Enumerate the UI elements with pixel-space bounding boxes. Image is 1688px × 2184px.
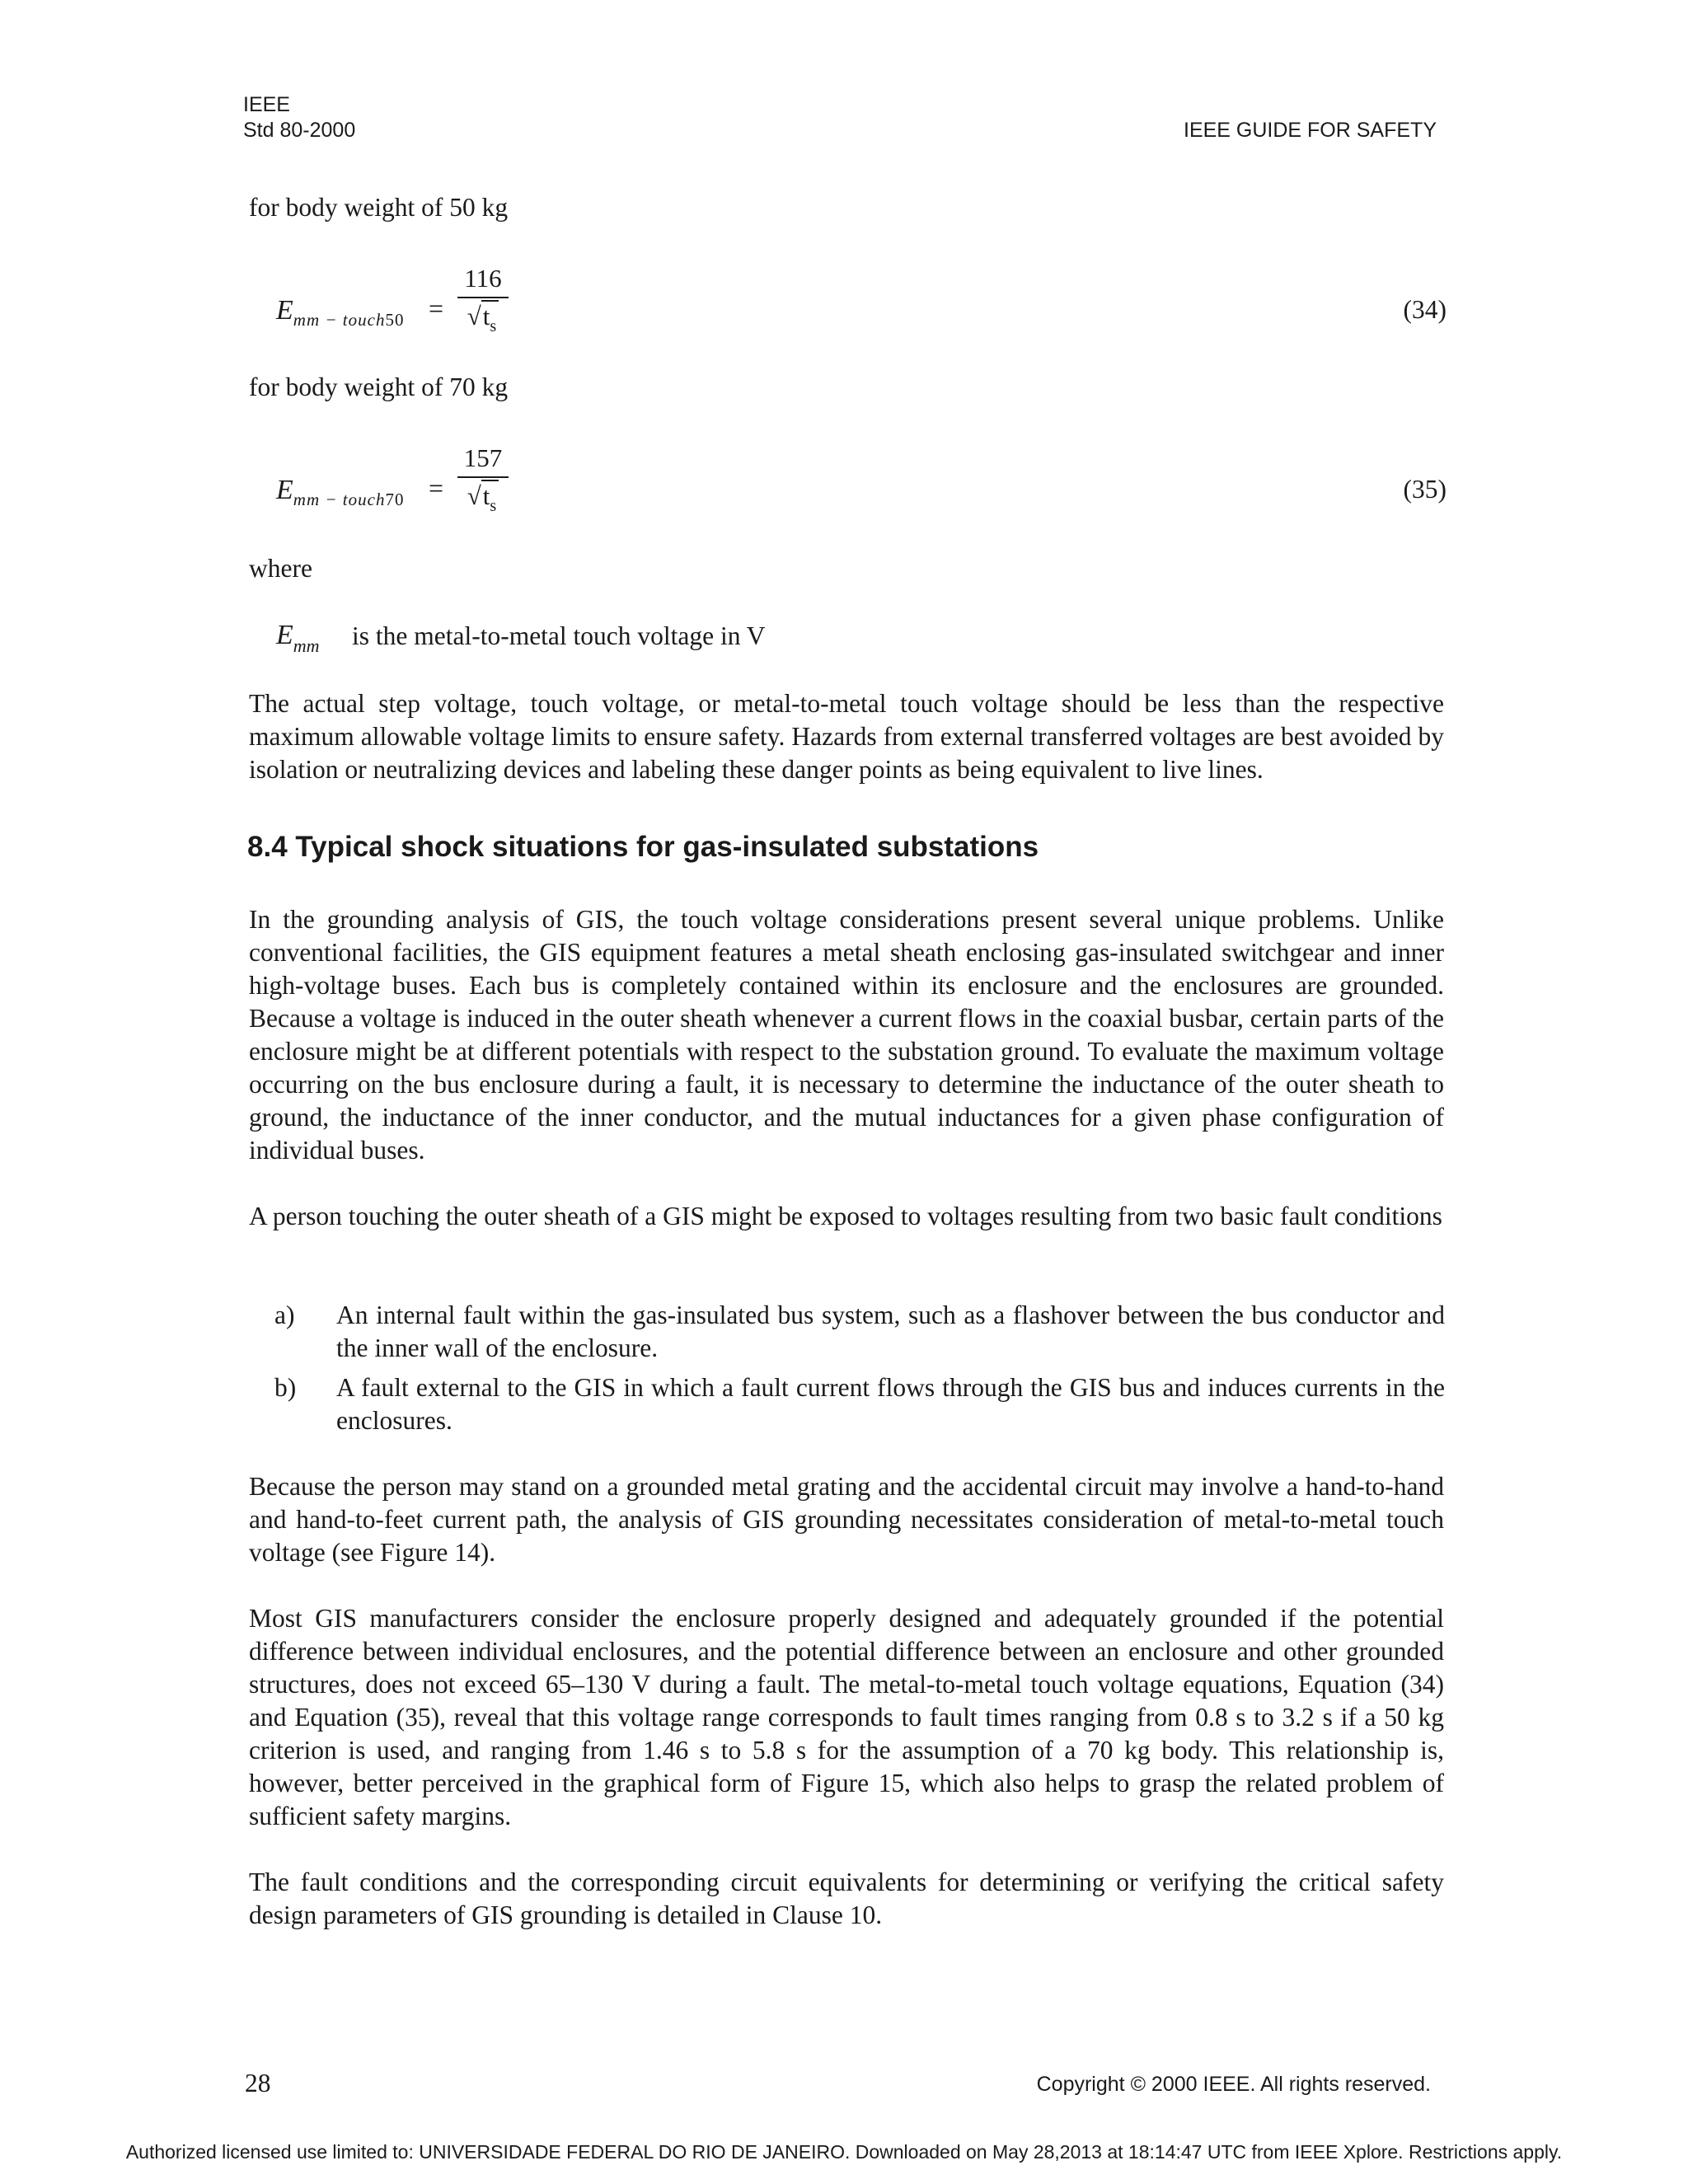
eq34-lhs: [276, 295, 405, 330]
running-header-left: [243, 92, 355, 143]
eq34-numerator: 116: [464, 264, 502, 293]
eq35-den-sub: s: [490, 497, 497, 515]
eq34-den-sub: s: [490, 317, 497, 335]
paragraph-gis-analysis: In the grounding analysis of GIS, the touch voltage considerations present several unique problems. Unlike conventional facilities, the GIS equipment features a metal sheath enclosing gas-insulated switchgear and inner high-voltage buses. Each bus is completely contained within its enclosure and the enclosures are grounded. Because a voltage is induced in the outer sheath whenever a current flows in the coaxial busbar, certain parts of the enclosure might be at different potentials with respect to the substation ground. To evaluate the maximum voltage occurring on the bus enclosure during a fault, it is necessary to determine the inductance of the outer sheath to ground, the inductance of the inner conductor, and the mutual inductances for a given phase configuration of individual buses.: [249, 905, 1444, 1165]
paragraph-manufacturers: Most GIS manufacturers consider the enclosure properly designed and adequately grounded if the potential difference between individual enclosures, and the potential difference between an enclosure and other grounded structures, does not exceed 65–130 V during a fault. The metal-to-metal touch voltage equations, Equation (34) and Equation (35), reveal that this voltage range corresponds to fault times ranging from 0.8 s to 3.2 s if a 50 kg criterion is used, and ranging from 1.46 s to 5.8 s for the assumption of a 70 kg body. This relationship is, however, better perceived in the graphical form of Figure 15, which also helps to grasp the related problem of sufficient safety margins.: [249, 1604, 1444, 1830]
eq34-number: (34): [1403, 295, 1447, 324]
where-symbol: [276, 620, 320, 656]
eq35-numerator: 157: [463, 443, 503, 472]
eq35-fraction-bar: [457, 476, 509, 478]
eq35-symbol: E: [276, 475, 293, 505]
eq34-fraction-bar: [457, 297, 509, 298]
paragraph-fault-conditions: The fault conditions and the corresponding circuit equivalents for determining or verifying the critical safety design parameters of GIS grounding is detailed in Clause 10.: [249, 1868, 1444, 1929]
header-standard: Std 80-2000: [243, 119, 356, 142]
where-symbol-letter: E: [276, 620, 293, 650]
paragraph-safety: The actual step voltage, touch voltage, or metal-to-metal touch voltage should be less than the respective maximum allowable voltage limits to ensure safety. Hazards from external transferred voltages are best avoided by isolation or neutralizing devices and labeling these danger points as being equivalent to live lines.: [249, 689, 1444, 784]
eq34-symbol: E: [276, 295, 293, 326]
eq34-equals: =: [429, 293, 444, 323]
eq35-lhs: [276, 475, 405, 509]
list-item-b-label: b): [274, 1373, 297, 1402]
eq35-fraction: [457, 442, 509, 514]
equation-35: [276, 442, 1447, 532]
list-item-a-text: An internal fault within the gas-insulated bus system, such as a flashover between the bus conductor and the inner wall of the enclosure.: [336, 1301, 1445, 1362]
eq35-radical-sign: √: [467, 481, 481, 510]
eq34-weight: 50: [385, 310, 405, 330]
page-number: 28: [245, 2069, 271, 2097]
where-symbol-sub: mm: [293, 635, 320, 656]
equation-34: [276, 262, 1447, 353]
eq35-intro: for body weight of 70 kg: [249, 373, 509, 401]
eq34-den-var: t: [482, 302, 490, 330]
eq34-denominator: [457, 302, 509, 335]
where-label: where: [249, 554, 312, 583]
eq35-weight: 70: [385, 490, 405, 509]
eq35-equals: =: [429, 473, 444, 503]
eq35-subscript: mm − touch: [293, 490, 386, 509]
section-heading-8-4: 8.4 Typical shock situations for gas-insulated substations: [247, 831, 1039, 863]
eq35-denominator: [457, 481, 509, 514]
eq34-fraction: [457, 262, 509, 335]
authorization-notice: Authorized licensed use limited to: UNIVERSIDADE FEDERAL DO RIO DE JANEIRO. Downloaded on May 28,2013 at 18:14:47 UTC from IEEE Xplore. Restrictions apply.: [125, 2141, 1563, 2163]
list-item-b-text: A fault external to the GIS in which a fault current flows through the GIS bus and induces currents in the enclosures.: [336, 1373, 1445, 1435]
header-title: IEEE GUIDE FOR SAFETY: [1184, 119, 1437, 142]
eq35-den-var: t: [482, 481, 490, 510]
list-item-a-label: a): [274, 1301, 295, 1329]
eq34-radical-sign: √: [467, 302, 481, 330]
eq35-number: (35): [1403, 475, 1447, 504]
paragraph-person-touching: A person touching the outer sheath of a GIS might be exposed to voltages resulting from two basic fault conditions: [249, 1202, 1442, 1230]
list-item-b: [274, 1371, 1445, 1437]
eq34-intro: for body weight of 50 kg: [249, 193, 509, 222]
copyright-notice: Copyright © 2000 IEEE. All rights reserved.: [1036, 2073, 1431, 2096]
where-text: is the metal-to-metal touch voltage in V: [352, 621, 766, 650]
where-definition: [276, 620, 766, 656]
eq34-subscript: mm − touch: [293, 310, 386, 330]
header-org: IEEE: [243, 93, 290, 116]
list-item-a: [274, 1299, 1445, 1365]
paragraph-grating: Because the person may stand on a grounded metal grating and the accidental circuit may involve a hand-to-hand and hand-to-feet current path, the analysis of GIS grounding necessitates consideration of metal-to-metal touch voltage (see Figure 14).: [249, 1472, 1444, 1567]
